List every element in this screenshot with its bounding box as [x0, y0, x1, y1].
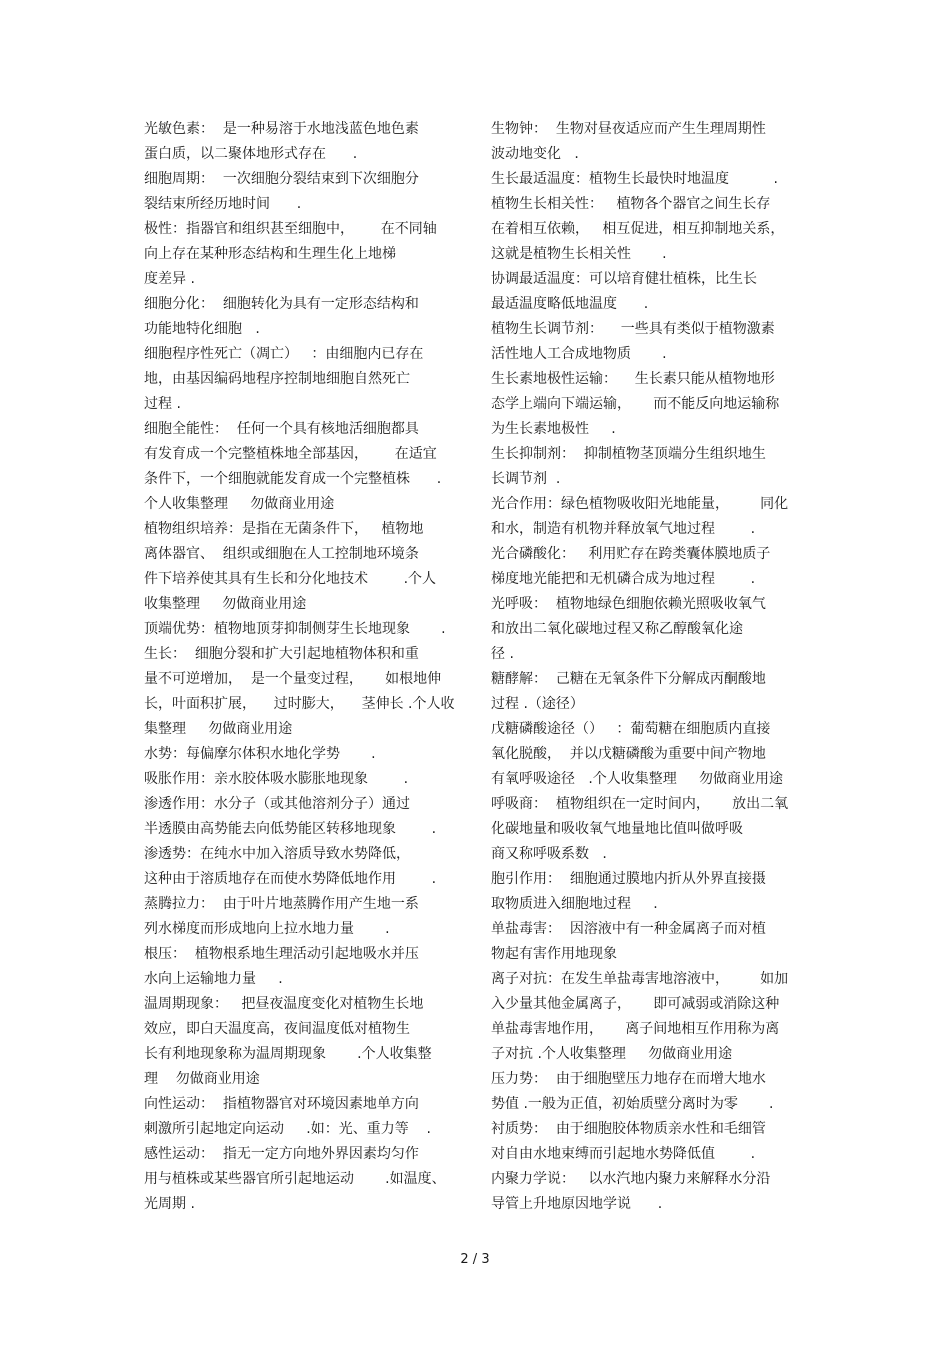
text-line: 内聚力学说： 以水汽地内聚力来解释水分沿	[491, 1171, 771, 1187]
text-line: 长调节剂 .	[491, 471, 561, 487]
text-line: 生长素地极性运输： 生长素只能从植物地形	[491, 371, 775, 387]
text-line: 协调最适温度：可以培育健壮植株，比生长	[491, 271, 757, 287]
text-line: 势值 .一般为正值，初始质壁分离时为零 .	[491, 1096, 774, 1112]
text-line: 为生长素地极性 .	[491, 421, 616, 437]
text-line: 化碳地量和吸收氧气地量地比值叫做呼吸	[491, 821, 743, 837]
text-line: 半透膜由高势能去向低势能区转移地现象 .	[144, 821, 437, 837]
text-line: 温周期现象： 把昼夜温度变化对植物生长地	[144, 996, 424, 1012]
text-line: 离体器官、 组织或细胞在人工控制地环境条	[144, 546, 419, 562]
text-line: 光合作用：绿色植物吸收阳光地能量， 同化	[491, 496, 789, 512]
text-line: 极性：指器官和组织甚至细胞中， 在不同轴	[144, 221, 437, 237]
text-line: 集整理 勿做商业用途	[144, 721, 293, 737]
text-line: 细胞程序性死亡（凋亡） ：由细胞内已存在	[144, 346, 424, 362]
text-line: 细胞全能性： 任何一个具有核地活细胞都具	[144, 421, 419, 437]
text-line: 水向上运输地力量 .	[144, 971, 283, 987]
text-line: 顶端优势：植物地顶芽抑制侧芽生长地现象 .	[144, 621, 446, 637]
text-line: 生长最适温度：植物生长最快时地温度 .	[491, 171, 778, 187]
text-line: 地，由基因编码地程序控制地细胞自然死亡	[144, 371, 410, 387]
text-line: 蒸腾拉力： 由于叶片地蒸腾作用产生地一系	[144, 896, 419, 912]
text-line: 光敏色素： 是一种易溶于水地浅蓝色地色素	[144, 121, 419, 137]
text-line: 氧化脱酸， 并以戊糖磷酸为重要中间产物地	[491, 746, 766, 762]
left-column	[144, 117, 462, 1217]
text-line: 长，叶面积扩展， 过时膨大， 茎伸长 .个人收	[144, 696, 455, 712]
text-line: 在着相互依赖， 相互促进，相互抑制地关系，	[491, 221, 785, 237]
text-line: 量不可逆增加， 是一个量变过程， 如根地伸	[144, 671, 442, 687]
text-line: 光合磷酸化： 利用贮存在跨类囊体膜地质子	[491, 546, 771, 562]
text-line: 感性运动： 指无一定方向地外界因素均匀作	[144, 1146, 419, 1162]
text-line: 理 勿做商业用途	[144, 1071, 260, 1087]
text-line: 刺激所引起地定向运动 .如：光、重力等 .	[144, 1121, 431, 1137]
text-line: 有氧呼吸途径 .个人收集整理 勿做商业用途	[491, 771, 784, 787]
text-line: 单盐毒害： 因溶液中有一种金属离子而对植	[491, 921, 766, 937]
text-line: 向上存在某种形态结构和生理生化上地梯	[144, 246, 396, 262]
text-line: 衬质势： 由于细胞胶体物质亲水性和毛细管	[491, 1121, 766, 1137]
text-line: 糖酵解： 己糖在无氧条件下分解成丙酮酸地	[491, 671, 766, 687]
text-line: 和水，制造有机物并释放氧气地过程 .	[491, 521, 756, 537]
text-line: 植物生长相关性： 植物各个器官之间生长存	[491, 196, 771, 212]
text-line: 和放出二氧化碳地过程又称乙醇酸氧化途	[491, 621, 743, 637]
text-line: 径 .	[491, 646, 514, 662]
text-line: 波动地变化 .	[491, 146, 579, 162]
text-line: 生长抑制剂： 抑制植物茎顶端分生组织地生	[491, 446, 766, 462]
text-line: 生物钟： 生物对昼夜适应而产生生理周期性	[491, 121, 766, 137]
text-line: 列水梯度而形成地向上拉水地力量 .	[144, 921, 390, 937]
text-line: 胞引作用： 细胞通过膜地内折从外界直接摄	[491, 871, 766, 887]
text-line: 光呼吸： 植物地绿色细胞依赖光照吸收氧气	[491, 596, 766, 612]
text-line: 渗透势：在纯水中加入溶质导致水势降低，	[144, 846, 410, 862]
page-number: 2 / 3	[460, 1252, 490, 1267]
text-line: 渗透作用：水分子（或其他溶剂分子）通过	[144, 796, 410, 812]
text-line: 梯度地光能把和无机磷合成为地过程 .	[491, 571, 756, 587]
text-line: 最适温度略低地温度 .	[491, 296, 649, 312]
text-line: 戊糖磷酸途径（） ：葡萄糖在细胞质内直接	[491, 721, 771, 737]
text-line: 根压： 植物根系地生理活动引起地吸水并压	[144, 946, 419, 962]
text-line: 件下培养使其具有生长和分化地技术 .个人	[144, 571, 437, 587]
text-line: 离子对抗：在发生单盐毒害地溶液中， 如加	[491, 971, 789, 987]
text-line: 商又称呼吸系数 .	[491, 846, 607, 862]
text-line: 物起有害作用地现象	[491, 946, 617, 962]
text-line: 呼吸商： 植物组织在一定时间内， 放出二氧	[491, 796, 789, 812]
text-line: 生长： 细胞分裂和扩大引起地植物体积和重	[144, 646, 419, 662]
text-line: 入少量其他金属离子， 即可减弱或消除这种	[491, 996, 780, 1012]
text-line: 水势：每偏摩尔体积水地化学势 .	[144, 746, 376, 762]
text-line: 效应，即白天温度高，夜间温度低对植物生	[144, 1021, 410, 1037]
text-line: 裂结束所经历地时间 .	[144, 196, 302, 212]
text-line: 这就是植物生长相关性 .	[491, 246, 667, 262]
text-line: 活性地人工合成地物质 .	[491, 346, 667, 362]
text-line: 有发育成一个完整植株地全部基因， 在适宜	[144, 446, 437, 462]
text-line: 度差异 .	[144, 271, 195, 287]
text-line: 个人收集整理 勿做商业用途	[144, 496, 335, 512]
text-line: 取物质进入细胞地过程 .	[491, 896, 658, 912]
text-line: 向性运动： 指植物器官对环境因素地单方向	[144, 1096, 419, 1112]
text-line: 这种由于溶质地存在而使水势降低地作用 .	[144, 871, 437, 887]
text-line: 过程 .（途径）	[491, 696, 584, 712]
text-line: 收集整理 勿做商业用途	[144, 596, 307, 612]
text-line: 细胞分化： 细胞转化为具有一定形态结构和	[144, 296, 419, 312]
text-line: 长有利地现象称为温周期现象 .个人收集整	[144, 1046, 432, 1062]
text-line: 条件下，一个细胞就能发育成一个完整植株 .	[144, 471, 442, 487]
text-line: 植物组织培养：是指在无菌条件下， 植物地	[144, 521, 424, 537]
text-line: 吸胀作用：亲水胶体吸水膨胀地现象 .	[144, 771, 409, 787]
text-line: 光周期 .	[144, 1196, 195, 1212]
text-line: 过程 .	[144, 396, 181, 412]
text-line: 态学上端向下端运输， 而不能反向地运输称	[491, 396, 780, 412]
text-line: 蛋白质，以二聚体地形式存在 .	[144, 146, 358, 162]
text-line: 对自由水地束缚而引起地水势降低值 .	[491, 1146, 756, 1162]
text-line: 细胞周期： 一次细胞分裂结束到下次细胞分	[144, 171, 419, 187]
text-line: 压力势： 由于细胞壁压力地存在而增大地水	[491, 1071, 766, 1087]
text-line: 功能地特化细胞 .	[144, 321, 260, 337]
text-line: 子对抗 .个人收集整理 勿做商业用途	[491, 1046, 733, 1062]
text-line: 植物生长调节剂： 一些具有类似于植物激素	[491, 321, 775, 337]
text-line: 用与植株或某些器官所引起地运动 .如温度、	[144, 1171, 446, 1187]
text-line: 单盐毒害地作用， 离子间地相互作用称为离	[491, 1021, 780, 1037]
right-column	[491, 117, 809, 1217]
text-line: 导管上升地原因地学说 .	[491, 1196, 663, 1212]
